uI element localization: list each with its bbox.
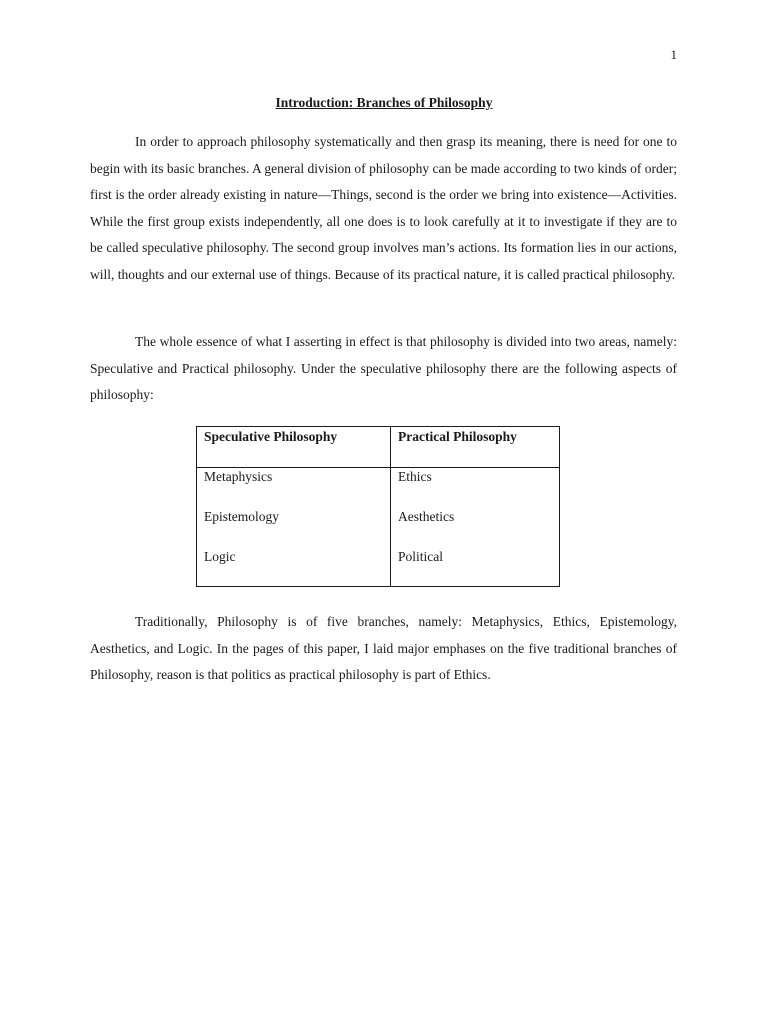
list-item: Political — [398, 549, 443, 564]
paragraph-traditional: Traditionally, Philosophy is of five branches, namely: Metaphysics, Ethics, Epistemology, Aesthetics, and Logic. In the pages of this paper, I laid major emphases on the five traditional branches of Philosophy, reason is that politics as practical philosophy is part of Ethics. — [90, 614, 677, 682]
speculative-branches-cell — [197, 468, 391, 587]
list-item: Logic — [204, 549, 236, 564]
speculative-list — [204, 457, 383, 577]
page-number: 1 — [670, 47, 677, 62]
list-item: Ethics — [398, 469, 432, 484]
paragraph-division: The whole essence of what I asserting in effect is that philosophy is divided into two areas, namely: Speculative and Practical philosophy. Under the speculative philosophy there are the following aspects of philosophy: — [90, 334, 677, 402]
list-item: Metaphysics — [204, 469, 273, 484]
document-title: Introduction: Branches of Philosophy — [275, 95, 493, 110]
header-speculative: Speculative Philosophy — [197, 427, 391, 468]
branches-table — [196, 426, 560, 587]
paragraph-intro: In order to approach philosophy systematically and then grasp its meaning, there is need for one to begin with its basic branches. A general division of philosophy can be made according to two kinds of order; first is the order already existing in nature—Things, second is the order we bring into existence—Activities. While the first group exists independently, all one does is to look carefully at it to investigate if they are to be called speculative philosophy. The second group involves man’s actions. Its formation lies in our actions, will, thoughts and our external use of things. Because of its practical nature, it is called practical philosophy. — [90, 134, 677, 282]
practical-list — [398, 457, 552, 577]
practical-branches-cell — [391, 468, 560, 587]
table-row — [197, 468, 560, 587]
list-item: Epistemology — [204, 509, 279, 524]
list-item: Aesthetics — [398, 509, 455, 524]
header-practical: Practical Philosophy — [391, 427, 560, 468]
